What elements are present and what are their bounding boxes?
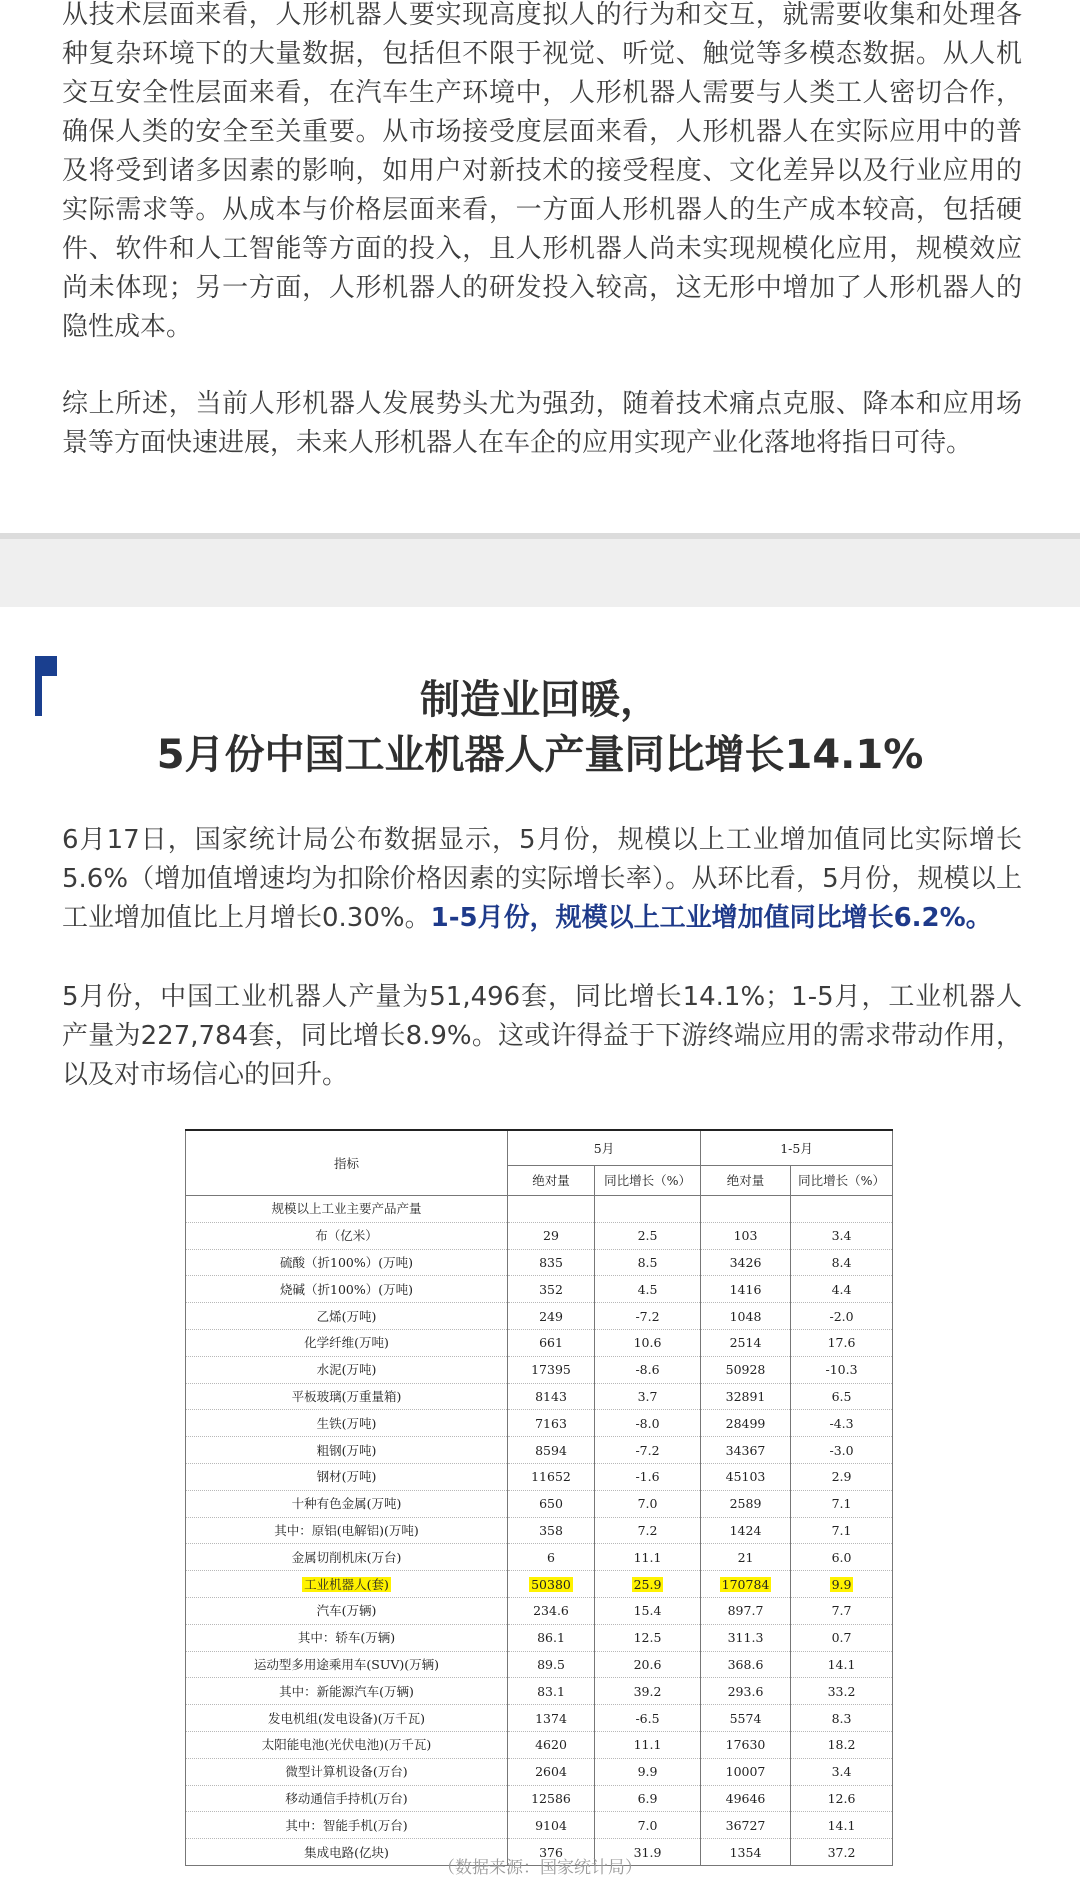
table-cell-ytd-yoy — [791, 1624, 893, 1651]
cell-text: 11.1 — [633, 1737, 662, 1753]
cell-text: 11.1 — [633, 1549, 662, 1565]
cell-text: -7.2 — [635, 1308, 660, 1324]
cell-text: 8.5 — [637, 1254, 658, 1270]
table-cell-may-yoy — [595, 1785, 701, 1812]
cell-text: 微型计算机设备(万台) — [285, 1764, 408, 1780]
cell-text: 金属切削机床(万台) — [291, 1549, 402, 1565]
table-cell-may-yoy — [595, 1356, 701, 1383]
table-cell-name — [186, 1624, 508, 1651]
table-cell-may-abs — [508, 1303, 595, 1330]
table-cell-ytd-abs — [701, 1356, 791, 1383]
table-row — [186, 1517, 893, 1544]
table-row — [186, 1196, 893, 1223]
table-cell-ytd-yoy — [791, 1785, 893, 1812]
table-cell-ytd-abs — [701, 1383, 791, 1410]
table-row — [186, 1276, 893, 1303]
cell-text: 89.5 — [537, 1656, 565, 1672]
cell-text: 12586 — [531, 1790, 571, 1806]
cell-text: 工业机器人(套) — [304, 1576, 389, 1592]
table-cell-may-abs — [508, 1222, 595, 1249]
table-cell-may-yoy — [595, 1651, 701, 1678]
cell-text: 粗钢(万吨) — [316, 1442, 377, 1458]
table-cell-ytd-abs — [701, 1517, 791, 1544]
table-cell-may-abs — [508, 1812, 595, 1839]
table-cell-ytd-yoy — [791, 1490, 893, 1517]
table-cell-ytd-abs — [701, 1303, 791, 1330]
table-cell-ytd-yoy — [791, 1196, 893, 1223]
cell-text: 31.9 — [633, 1844, 662, 1860]
table-cell-name — [186, 1758, 508, 1785]
table-cell-may-abs — [508, 1624, 595, 1651]
table-cell-may-abs — [508, 1785, 595, 1812]
cell-text: 28499 — [725, 1415, 766, 1431]
table-cell-may-yoy — [595, 1303, 701, 1330]
cell-text: 33.2 — [827, 1683, 856, 1699]
cell-text: 8.4 — [831, 1254, 852, 1270]
table-cell-ytd-abs — [701, 1249, 791, 1276]
table-cell-ytd-abs — [701, 1490, 791, 1517]
cell-text: 311.3 — [727, 1630, 764, 1646]
cell-text: 6.5 — [831, 1388, 852, 1404]
table-cell-may-yoy — [595, 1249, 701, 1276]
table-cell-may-abs — [508, 1705, 595, 1732]
table-cell-name — [186, 1571, 508, 1598]
cell-text: 太阳能电池(光伏电池)(万千瓦) — [261, 1737, 432, 1753]
cell-text: 661 — [539, 1335, 563, 1351]
table-cell-name — [186, 1356, 508, 1383]
table-cell-ytd-abs — [701, 1196, 791, 1223]
table-cell-ytd-yoy — [791, 1651, 893, 1678]
cell-text: 9.9 — [831, 1576, 852, 1592]
cell-text: 352 — [539, 1281, 563, 1297]
table-cell-may-yoy — [595, 1196, 701, 1223]
table-cell-ytd-yoy — [791, 1463, 893, 1490]
header-index: 指标 — [186, 1130, 508, 1196]
cell-text: 897.7 — [727, 1603, 764, 1619]
cell-text: 7.0 — [637, 1496, 658, 1512]
table-row — [186, 1812, 893, 1839]
cell-text: 4.4 — [831, 1281, 852, 1297]
cell-text: 86.1 — [537, 1630, 565, 1646]
table-row — [186, 1383, 893, 1410]
cell-text: 1424 — [729, 1522, 762, 1538]
table-cell-may-yoy — [595, 1463, 701, 1490]
table-cell-ytd-abs — [701, 1705, 791, 1732]
cell-text: 7.2 — [637, 1522, 658, 1538]
table-cell-may-abs — [508, 1517, 595, 1544]
cell-text: 376 — [539, 1844, 563, 1860]
table-cell-may-abs — [508, 1249, 595, 1276]
table-cell-ytd-yoy — [791, 1758, 893, 1785]
table-cell-may-yoy — [595, 1437, 701, 1464]
table-row — [186, 1356, 893, 1383]
table-cell-ytd-yoy — [791, 1329, 893, 1356]
table-cell-ytd-yoy — [791, 1437, 893, 1464]
section-title-line2: 5月份中国工业机器人产量同比增长14.1% — [156, 732, 924, 778]
cell-text: 12.6 — [827, 1790, 856, 1806]
table-body — [186, 1196, 893, 1866]
cell-text: 6.9 — [637, 1790, 658, 1806]
table-cell-ytd-abs — [701, 1597, 791, 1624]
table-cell-may-abs — [508, 1544, 595, 1571]
table-cell-name — [186, 1437, 508, 1464]
table-cell-name — [186, 1222, 508, 1249]
table-cell-ytd-yoy — [791, 1383, 893, 1410]
table-cell-name — [186, 1383, 508, 1410]
cell-text: 249 — [539, 1308, 563, 1324]
table-cell-may-abs — [508, 1571, 595, 1598]
cell-text: 6.0 — [831, 1549, 852, 1565]
cell-text: -8.6 — [635, 1362, 660, 1378]
stats-highlight: 1-5月份，规模以上工业增加值同比增长6.2%。 — [430, 903, 992, 933]
cell-text: 50380 — [531, 1576, 571, 1592]
cell-text: 368.6 — [727, 1656, 764, 1672]
table-cell-may-yoy — [595, 1544, 701, 1571]
table-cell-ytd-yoy — [791, 1597, 893, 1624]
table-cell-name — [186, 1812, 508, 1839]
table-cell-ytd-yoy — [791, 1544, 893, 1571]
table-cell-may-yoy — [595, 1624, 701, 1651]
cell-text: 15.4 — [633, 1603, 662, 1619]
header-may: 5月 — [508, 1130, 701, 1166]
cell-text: 汽车(万辆) — [316, 1603, 377, 1619]
table-cell-name — [186, 1329, 508, 1356]
cell-text: 集成电路(亿块) — [304, 1844, 389, 1860]
table-cell-may-abs — [508, 1678, 595, 1705]
section-title-line1: 制造业回暖， — [420, 677, 660, 723]
table-row — [186, 1544, 893, 1571]
cell-text: 11652 — [531, 1469, 571, 1485]
header-ytd-abs: 绝对量 — [701, 1166, 791, 1196]
cell-text: 化学纤维(万吨) — [304, 1335, 389, 1351]
cell-text: 10.6 — [633, 1335, 662, 1351]
table-cell-ytd-abs — [701, 1276, 791, 1303]
data-source-note: （数据来源：国家统计局） — [438, 1858, 642, 1878]
table-cell-name — [186, 1410, 508, 1437]
table-row — [186, 1731, 893, 1758]
table-cell-name — [186, 1678, 508, 1705]
table-cell-ytd-yoy — [791, 1410, 893, 1437]
cell-text: 17630 — [725, 1737, 766, 1753]
table-row — [186, 1329, 893, 1356]
cell-text: 9.9 — [637, 1764, 658, 1780]
table-cell-ytd-yoy — [791, 1517, 893, 1544]
table-cell-ytd-yoy — [791, 1812, 893, 1839]
cell-text: 5574 — [729, 1710, 762, 1726]
table-cell-may-abs — [508, 1383, 595, 1410]
cell-text: 3.7 — [637, 1388, 658, 1404]
table-row — [186, 1597, 893, 1624]
table-cell-name — [186, 1517, 508, 1544]
cell-text: 烧碱（折100%）(万吨) — [280, 1281, 413, 1297]
cell-text: 29 — [543, 1228, 559, 1244]
cell-text: -2.0 — [829, 1308, 854, 1324]
table-cell-ytd-yoy — [791, 1356, 893, 1383]
table-cell-may-yoy — [595, 1222, 701, 1249]
table-row — [186, 1437, 893, 1464]
table-cell-ytd-abs — [701, 1544, 791, 1571]
cell-text: 7163 — [535, 1415, 567, 1431]
cell-text: 7.1 — [831, 1522, 852, 1538]
cell-text: 17395 — [531, 1362, 571, 1378]
table-cell-name — [186, 1249, 508, 1276]
table-cell-ytd-yoy — [791, 1222, 893, 1249]
cell-text: 2604 — [535, 1764, 567, 1780]
table-cell-may-yoy — [595, 1705, 701, 1732]
table-cell-may-yoy — [595, 1758, 701, 1785]
cell-text: 18.2 — [827, 1737, 856, 1753]
cell-text: 650 — [539, 1496, 563, 1512]
table-cell-may-yoy — [595, 1812, 701, 1839]
table-cell-name — [186, 1196, 508, 1223]
table-cell-may-abs — [508, 1356, 595, 1383]
cell-text: -3.0 — [829, 1442, 854, 1458]
cell-text: 钢材(万吨) — [316, 1469, 377, 1485]
table-row — [186, 1785, 893, 1812]
table-cell-ytd-yoy — [791, 1678, 893, 1705]
cell-text: 45103 — [725, 1469, 766, 1485]
table-cell-may-abs — [508, 1463, 595, 1490]
cell-text: 8594 — [535, 1442, 567, 1458]
table-cell-may-yoy — [595, 1276, 701, 1303]
cell-text: 170784 — [721, 1576, 770, 1592]
table-cell-ytd-yoy — [791, 1303, 893, 1330]
table-row — [186, 1222, 893, 1249]
table-cell-may-yoy — [595, 1678, 701, 1705]
table-cell-may-abs — [508, 1758, 595, 1785]
output-table-image — [185, 1129, 892, 1866]
cell-text: 其中：轿车(万辆) — [297, 1630, 396, 1646]
cell-text: -10.3 — [825, 1362, 858, 1378]
cell-text: 835 — [539, 1254, 563, 1270]
table-cell-ytd-abs — [701, 1785, 791, 1812]
cell-text: 平板玻璃(万重量箱) — [291, 1388, 402, 1404]
table-cell-ytd-abs — [701, 1624, 791, 1651]
table-cell-name — [186, 1544, 508, 1571]
table-cell-may-yoy — [595, 1517, 701, 1544]
table-cell-ytd-yoy — [791, 1249, 893, 1276]
table-row — [186, 1651, 893, 1678]
cell-text: 布（亿米） — [315, 1228, 378, 1244]
table-cell-ytd-abs — [701, 1571, 791, 1598]
table-cell-may-abs — [508, 1196, 595, 1223]
summary-paragraph: 综上所述，当前人形机器人发展势头尤为强劲，随着技术痛点克服、降本和应用场景等方面快速进展，未来人形机器人在车企的应用实现产业化落地将指日可待。 — [62, 389, 1022, 458]
table-cell-ytd-yoy — [791, 1731, 893, 1758]
cell-text: 其中：新能源汽车(万辆) — [279, 1683, 414, 1699]
table-cell-may-abs — [508, 1329, 595, 1356]
cell-text: 8143 — [535, 1388, 567, 1404]
cell-text: 3.4 — [831, 1228, 852, 1244]
table-cell-name — [186, 1463, 508, 1490]
cell-text: 25.9 — [633, 1576, 662, 1592]
table-cell-ytd-abs — [701, 1222, 791, 1249]
cell-text: 32891 — [725, 1388, 766, 1404]
cell-text: 358 — [539, 1522, 563, 1538]
cell-text: -6.5 — [635, 1710, 660, 1726]
cell-text: -4.3 — [829, 1415, 854, 1431]
table-row — [186, 1303, 893, 1330]
cell-text: 2.9 — [831, 1469, 852, 1485]
table-cell-ytd-abs — [701, 1463, 791, 1490]
cell-text: 7.1 — [831, 1496, 852, 1512]
table-row — [186, 1758, 893, 1785]
table-cell-ytd-abs — [701, 1329, 791, 1356]
table-cell-name — [186, 1276, 508, 1303]
cell-text: 37.2 — [827, 1844, 856, 1860]
cell-text: 运动型多用途乘用车(SUV)(万辆) — [253, 1656, 440, 1672]
table-cell-may-yoy — [595, 1490, 701, 1517]
cell-text: 21 — [737, 1549, 754, 1565]
table-cell-may-abs — [508, 1276, 595, 1303]
cell-text: 4.5 — [637, 1281, 658, 1297]
table-cell-ytd-abs — [701, 1651, 791, 1678]
cell-text: 0.7 — [831, 1630, 852, 1646]
table-row — [186, 1705, 893, 1732]
cell-text: 293.6 — [727, 1683, 764, 1699]
cell-text: -1.6 — [635, 1469, 660, 1485]
cell-text: 9104 — [535, 1817, 567, 1833]
cell-text: 8.3 — [831, 1710, 852, 1726]
cell-text: 3.4 — [831, 1764, 852, 1780]
cell-text: 36727 — [725, 1817, 766, 1833]
stats-paragraph-text: 6月17日，国家统计局公布数据显示，5月份，规模以上工业增加值同比实际增长5.6%（增加值增速均为扣除价格因素的实际增长率）。从环比看，5月份，规模以上工业增加值比上月增长0.30%。 — [62, 825, 1022, 933]
cell-text: 硫酸（折100%）(万吨) — [280, 1254, 413, 1270]
cell-text: 7.7 — [831, 1603, 852, 1619]
header-may-yoy: 同比增长（%） — [595, 1166, 701, 1196]
cell-text: 49646 — [725, 1790, 766, 1806]
cell-text: 4620 — [535, 1737, 567, 1753]
cell-text: 17.6 — [827, 1335, 856, 1351]
cell-text: 7.0 — [637, 1817, 658, 1833]
cell-text: 14.1 — [827, 1817, 856, 1833]
table-cell-may-yoy — [595, 1571, 701, 1598]
cell-text: 2514 — [729, 1335, 762, 1351]
cell-text: 2.5 — [637, 1228, 658, 1244]
table-cell-name — [186, 1785, 508, 1812]
table-cell-ytd-abs — [701, 1812, 791, 1839]
table-cell-ytd-yoy — [791, 1276, 893, 1303]
table-cell-ytd-abs — [701, 1410, 791, 1437]
cell-text: 乙烯(万吨) — [316, 1308, 377, 1324]
table-row — [186, 1678, 893, 1705]
cell-text: -7.2 — [635, 1442, 660, 1458]
table-row — [186, 1410, 893, 1437]
table-row — [186, 1249, 893, 1276]
table-cell-may-yoy — [595, 1597, 701, 1624]
table-cell-may-abs — [508, 1410, 595, 1437]
table-row — [186, 1490, 893, 1517]
header-ytd-yoy: 同比增长（%） — [791, 1166, 893, 1196]
cell-text: 其中：原铝(电解铝)(万吨) — [274, 1522, 419, 1538]
cell-text: 1374 — [535, 1710, 567, 1726]
cell-text: 1048 — [729, 1308, 762, 1324]
table-cell-may-yoy — [595, 1329, 701, 1356]
cell-text: 39.2 — [633, 1683, 662, 1699]
section-divider-band — [0, 539, 1080, 607]
cell-text: 10007 — [725, 1764, 766, 1780]
table-cell-may-abs — [508, 1597, 595, 1624]
table-cell-may-yoy — [595, 1410, 701, 1437]
cell-text: 1354 — [729, 1844, 762, 1860]
table-cell-may-abs — [508, 1651, 595, 1678]
stats-paragraph — [62, 821, 1022, 938]
table-cell-ytd-abs — [701, 1437, 791, 1464]
cell-text: 14.1 — [827, 1656, 856, 1672]
table-cell-name — [186, 1651, 508, 1678]
output-table — [185, 1129, 893, 1866]
table-row — [186, 1463, 893, 1490]
table-cell-name — [186, 1597, 508, 1624]
table-cell-ytd-abs — [701, 1731, 791, 1758]
table-cell-may-yoy — [595, 1731, 701, 1758]
table-cell-may-yoy — [595, 1383, 701, 1410]
table-cell-may-abs — [508, 1490, 595, 1517]
cell-text: 水泥(万吨) — [316, 1362, 377, 1378]
cell-text: 6 — [547, 1549, 555, 1565]
table-cell-ytd-yoy — [791, 1571, 893, 1598]
intro-paragraph: 从技术层面来看，人形机器人要实现高度拟人的行为和交互，就需要收集和处理各种复杂环境下的大量数据，包括但不限于视觉、听觉、触觉等多模态数据。从人机交互安全性层面来看，在汽车生产环境中，人形机器人需要与人类工人密切合作，确保人类的安全至关重要。从市场接受度层面来看，人形机器人在实际应用中的普及将受到诸多因素的影响，如用户对新技术的接受程度、文化差异以及行业应用的实际需求等。从成本与价格层面来看，一方面人形机器人的生产成本较高，包括硬件、软件和人工智能等方面的投入，且人形机器人尚未实现规模化应用，规模效应尚未体现；另一方面，人形机器人的研发投入较高，这无形中增加了人形机器人的隐性成本。 — [62, 0, 1022, 342]
table-cell-name — [186, 1705, 508, 1732]
table-cell-name — [186, 1490, 508, 1517]
cell-text: 234.6 — [533, 1603, 569, 1619]
header-may-abs: 绝对量 — [508, 1166, 595, 1196]
cell-text: 其中：智能手机(万台) — [285, 1817, 408, 1833]
header-ytd: 1-5月 — [701, 1130, 893, 1166]
cell-text: 移动通信手持机(万台) — [285, 1790, 408, 1806]
cell-text: -8.0 — [635, 1415, 660, 1431]
cell-text: 20.6 — [633, 1656, 662, 1672]
cell-text: 50928 — [725, 1362, 766, 1378]
table-cell-name — [186, 1303, 508, 1330]
cell-text: 生铁(万吨) — [316, 1415, 377, 1431]
table-row — [186, 1571, 893, 1598]
table-cell-may-abs — [508, 1731, 595, 1758]
cell-text: 34367 — [725, 1442, 766, 1458]
cell-text: 1416 — [729, 1281, 762, 1297]
cell-text: 103 — [733, 1228, 758, 1244]
cell-text: 规模以上工业主要产品产量 — [271, 1201, 422, 1217]
table-cell-may-abs — [508, 1437, 595, 1464]
cell-text: 2589 — [729, 1496, 762, 1512]
table-cell-ytd-abs — [701, 1678, 791, 1705]
robot-output-paragraph: 5月份，中国工业机器人产量为51,496套，同比增长14.1%；1-5月，工业机器人产量为227,784套，同比增长8.9%。这或许得益于下游终端应用的需求带动作用，以及对市场信心的回升。 — [62, 982, 1022, 1090]
table-cell-name — [186, 1731, 508, 1758]
table-cell-ytd-yoy — [791, 1705, 893, 1732]
table-row — [186, 1624, 893, 1651]
cell-text: 83.1 — [537, 1683, 565, 1699]
table-cell-ytd-abs — [701, 1758, 791, 1785]
cell-text: 12.5 — [633, 1630, 662, 1646]
cell-text: 十种有色金属(万吨) — [291, 1496, 402, 1512]
cell-text: 3426 — [729, 1254, 762, 1270]
cell-text: 发电机组(发电设备)(万千瓦) — [267, 1710, 425, 1726]
